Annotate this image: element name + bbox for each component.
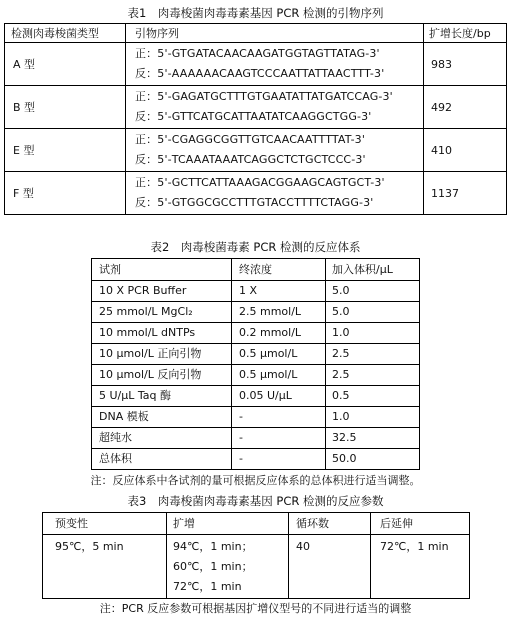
table1-divider (5, 128, 506, 129)
table1-row-type: E 型 (13, 144, 35, 157)
table1-row-reverse-primer: 反：5'-TCAAATAAATCAGGCTCTGCTCCC-3' (135, 153, 366, 166)
table2-cell: 32.5 (332, 431, 357, 444)
table3-header-extension: 后延伸 (380, 517, 413, 530)
table1-row-length: 410 (431, 144, 452, 157)
table2-header-volume: 加入体积/μL (332, 263, 393, 276)
table2-divider (92, 343, 419, 344)
table2-header-concentration: 终浓度 (239, 263, 272, 276)
table1-divider (5, 42, 506, 43)
table3 (42, 512, 470, 599)
table2-cell: DNA 模板 (99, 410, 149, 423)
table1-row-length: 492 (431, 101, 452, 114)
table2-cell: 0.5 μmol/L (239, 368, 298, 381)
table2-divider (92, 322, 419, 323)
table3-caption: 表3 肉毒梭菌肉毒毒素基因 PCR 检测的反应参数 (127, 494, 384, 508)
table2-note: 注：反应体系中各试剂的量可根据反应体系的总体积进行适当调整。 (90, 474, 421, 487)
table1-row-forward-primer: 正：5'-CGAGGCGGTTGTCAACAATTTTAT-3' (135, 133, 366, 146)
table2-cell: - (239, 452, 243, 465)
table2-cell: 10 μmol/L 正向引物 (99, 347, 202, 360)
table1-header-length: 扩增长度/bp (429, 27, 491, 40)
table2-cell: 5.0 (332, 305, 350, 318)
table2-cell: 50.0 (332, 452, 357, 465)
table2-divider (92, 364, 419, 365)
table3-divider (43, 534, 469, 535)
table1-row-forward-primer: 正：5'-GAGATGCTTTGTGAATATTATGATCCAG-3' (135, 90, 393, 103)
table3-amplify-step: 94℃，1 min； (173, 540, 253, 553)
table1 (4, 23, 507, 215)
table2-divider (92, 448, 419, 449)
table1-row-forward-primer: 正：5'-GCTTCATTAAAGACGGAAGCAGTGCT-3' (135, 176, 385, 189)
table2-cell: - (239, 431, 243, 444)
table3-divider (288, 513, 289, 598)
table3-amplify-step: 60℃，1 min； (173, 560, 253, 573)
table3-divider (370, 513, 371, 598)
table1-row-reverse-primer: 反：5'-GTGGCGCCTTTGTACCTTTTCTAGG-3' (135, 196, 374, 209)
table2-cell: 0.5 (332, 389, 350, 402)
table2-cell: 1 X (239, 284, 258, 297)
table2-caption: 表2 肉毒梭菌毒素 PCR 检测的反应体系 (150, 240, 361, 254)
table2-divider (92, 427, 419, 428)
table1-divider (423, 24, 424, 214)
table1-row-reverse-primer: 反：5'-GTTCATGCATTAATATCAAGGCTGG-3' (135, 110, 372, 123)
table2-cell: 2.5 mmol/L (239, 305, 302, 318)
table2-cell: 2.5 (332, 347, 350, 360)
table1-caption: 表1 肉毒梭菌肉毒毒素基因 PCR 检测的引物序列 (127, 6, 384, 20)
table2-divider (92, 301, 419, 302)
table1-divider (5, 85, 506, 86)
table2-divider (92, 406, 419, 407)
table1-header-type: 检测肉毒梭菌类型 (11, 27, 99, 40)
table3-header-cycles: 循环数 (296, 517, 329, 530)
table3-amplify-step: 72℃，1 min (173, 580, 242, 593)
table1-row-type: F 型 (13, 187, 34, 200)
table2-cell: 10 mmol/L dNTPs (99, 326, 196, 339)
table1-header-primer: 引物序列 (135, 27, 179, 40)
table2-cell: 5.0 (332, 284, 350, 297)
table2-cell: 1.0 (332, 326, 350, 339)
table2-cell: 1.0 (332, 410, 350, 423)
table2-cell: 总体积 (99, 452, 132, 465)
table2-divider (92, 385, 419, 386)
table2-cell: - (239, 410, 243, 423)
table2-cell: 10 X PCR Buffer (99, 284, 187, 297)
table2-cell: 25 mmol/L MgCl₂ (99, 305, 193, 318)
table3-header-amplify: 扩增 (173, 517, 195, 530)
table2-cell: 10 μmol/L 反向引物 (99, 368, 202, 381)
table2 (91, 258, 420, 470)
table2-divider (92, 280, 419, 281)
table2-cell: 0.5 μmol/L (239, 347, 298, 360)
table1-row-type: B 型 (13, 101, 36, 114)
table3-extension-value: 72℃，1 min (380, 540, 449, 553)
table1-row-reverse-primer: 反：5'-AAAAAACAAGTCCCAATTATTAACTTT-3' (135, 67, 385, 80)
table1-divider (5, 171, 506, 172)
table1-row-length: 1137 (431, 187, 459, 200)
table2-cell: 0.05 U/μL (239, 389, 292, 402)
table2-cell: 5 U/μL Taq 酶 (99, 389, 171, 402)
table1-row-type: A 型 (13, 58, 36, 71)
table3-predenature-value: 95℃，5 min (55, 540, 124, 553)
table3-divider (166, 513, 167, 598)
table1-divider (125, 24, 126, 214)
table2-cell: 超纯水 (99, 431, 132, 444)
table2-header-reagent: 试剂 (99, 263, 121, 276)
table2-cell: 2.5 (332, 368, 350, 381)
table1-row-length: 983 (431, 58, 452, 71)
table3-header-predenature: 预变性 (55, 517, 88, 530)
table2-cell: 0.2 mmol/L (239, 326, 302, 339)
table1-row-forward-primer: 正：5'-GTGATACAACAAGATGGTAGTTATAG-3' (135, 47, 380, 60)
table3-cycles-value: 40 (296, 540, 310, 553)
table3-note: 注：PCR 反应参数可根据基因扩增仪型号的不同进行适当的调整 (99, 602, 412, 615)
